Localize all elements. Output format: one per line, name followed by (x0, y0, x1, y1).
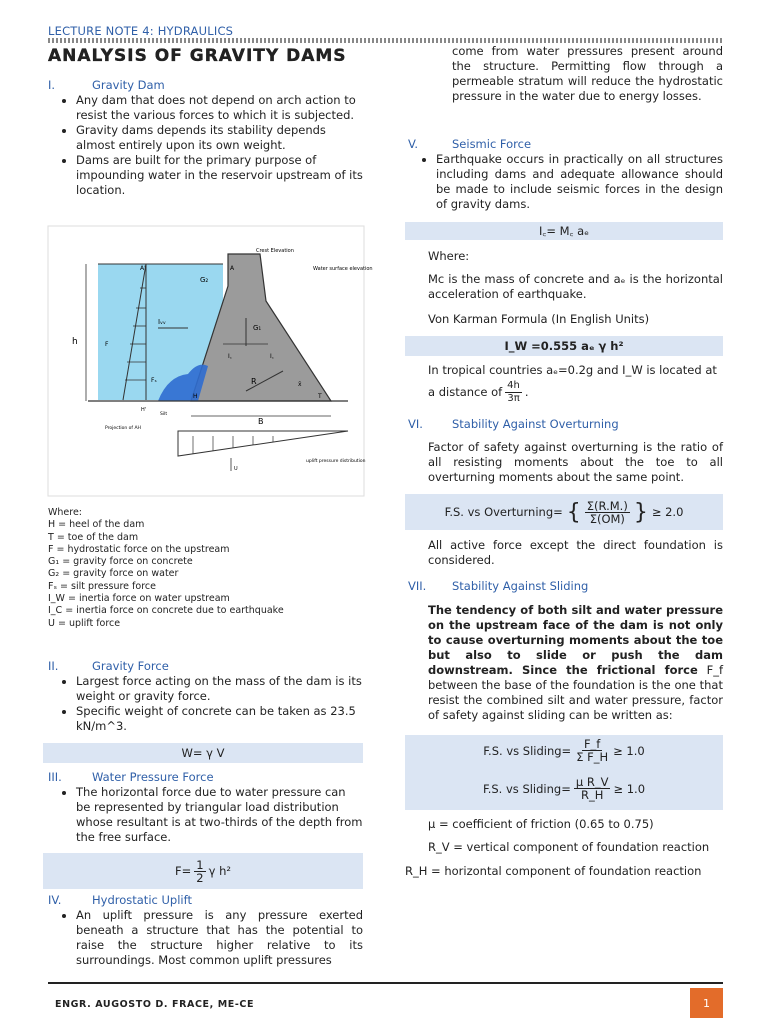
formula-von-karman: I_W =0.555 aₑ γ h² (405, 336, 723, 356)
rv-definition: R_V = vertical component of foundation reaction (428, 840, 710, 854)
list-item: • Any dam that does not depend on arch action to resist the various forces to which it is subjected. (76, 93, 363, 123)
page-title: ANALYSIS OF GRAVITY DAMS (48, 46, 347, 66)
svg-text:G₁: G₁ (253, 324, 262, 332)
uplift-diagram (178, 431, 348, 456)
author-name: ENGR. AUGOSTO D. FRACE, ME-CE (55, 999, 255, 1010)
svg-text:H': H' (141, 407, 147, 413)
svg-text:H: H (193, 393, 198, 400)
legend-item: Fₛ = silt pressure force (48, 580, 156, 592)
section-gravity-dam: I. Gravity Dam • Any dam that does not depend on arch action to resist the various forces to which it is subjected. • Gravity dams depends its stability depends almost entirely upon its own weight. • Dams are built for the primary purpose of impounding water in the reservoir upstream of its location. (48, 78, 363, 198)
section-uplift: IV. Hydrostatic Uplift • An uplift pressure is any pressure exerted beneath a structure that has the potential to raise the structure higher relative to its surroundings. Most common uplift pressures (48, 893, 363, 968)
svg-text:uplift pressure distribution: uplift pressure distribution (306, 459, 366, 464)
section-title: Seismic Force (452, 137, 532, 151)
list-item: • Largest force acting on the mass of the dam is its weight or gravity force. (76, 674, 363, 704)
list-item: • Dams are built for the primary purpose of impounding water in the reservoir upstream of its location. (76, 153, 363, 198)
von-karman-label: Von Karman Formula (In English Units) (428, 312, 650, 326)
list-item: • The horizontal force due to water pressure can be represented by triangular load distribution whose resultant is at two-thirds of the depth from the free surface. (76, 785, 363, 845)
section-title: Hydrostatic Uplift (92, 893, 192, 907)
seismic-where: Where: (428, 249, 470, 263)
svg-text:T: T (318, 393, 322, 400)
svg-text:x̄: x̄ (298, 381, 302, 388)
overturning-text: Factor of safety against overturning is the ratio of all resisting moments about the toe to all overturning moments about the same point. (428, 440, 723, 484)
formula-sliding-1: F.S. vs Sliding= $\frac{F\_f}{\text{Σ F\_H}}$ ≥ 1.0 (483, 737, 645, 764)
mass-description: Mc is the mass of concrete and aₑ is the horizontal acceleration of earthquake. (428, 272, 723, 301)
formula-sliding-2: F.S. vs Sliding= $\frac{\text{μ R\_V}}{R\_H}$ ≥ 1.0 (482, 775, 646, 802)
formula-weight: W= γ V (43, 743, 363, 763)
uplift-continued: come from water pressures present around the structure. Permitting flow through a permeable stratum will reduce the hydrostatic pressure in the water due to energy losses. (452, 44, 723, 103)
diagram-legend: Where: H = heel of the dam T = toe of the dam F = hydrostatic force on the upstream G₁ = gravity force on concrete G₂ = gravity force on water Fₛ = silt pressure force I_W = inertia force on water upstream I_C = inertia force on concrete due to earthquake U = uplift force (48, 507, 363, 630)
legend-item: T = toe of the dam (48, 531, 139, 543)
section-water-pressure: III. Water Pressure Force • The horizontal force due to water pressure can be represented by triangular load distribution whose resultant is at two-thirds of the depth from the free surface. (48, 770, 363, 845)
section-title: Gravity Dam (92, 78, 165, 92)
svg-text:G₂: G₂ (200, 276, 209, 284)
formula-inertia-concrete: I꜀= M꜀ aₑ (405, 222, 723, 240)
formula-overturning: F.S. vs Overturning= { $\frac{\Sigma(R.M.)}{\Sigma(OM)}$ } ≥ 2.0 (405, 494, 723, 530)
list-item: • An uplift pressure is any pressure exerted beneath a structure that has the potential to raise the structure higher relative to its surroundings. Most common uplift pressures (76, 908, 363, 968)
legend-item: U = uplift force (48, 617, 121, 629)
bullet-list (48, 93, 363, 198)
overturning-note: All active force except the direct foundation is considered. (428, 538, 723, 567)
formula-water-force: F= $\frac{1}{2}$ γ h² (43, 853, 363, 889)
section-title: Stability Against Sliding (452, 579, 589, 593)
section-gravity-force: II. Gravity Force • Largest force acting on the mass of the dam is its weight or gravity force. • Specific weight of concrete can be taken as 23.5 kN/m^3. (48, 659, 363, 734)
section-title: Gravity Force (92, 659, 169, 673)
lecture-label: LECTURE NOTE 4: HYDRAULICS (48, 24, 234, 38)
page-number: 1 (690, 988, 723, 1018)
svg-text:Projection of AH: Projection of AH (105, 426, 141, 431)
legend-item: G₂ = gravity force on water (48, 568, 179, 580)
section-title: Stability Against Overturning (452, 417, 619, 431)
svg-text:Iᵥᵥ: Iᵥᵥ (158, 318, 166, 326)
distance-note: a distance of $\frac{4h}{3\pi}$ . (428, 380, 529, 404)
svg-text:F: F (105, 341, 109, 348)
svg-text:I꜀: I꜀ (270, 353, 274, 360)
svg-text:I꜀: I꜀ (228, 353, 232, 360)
legend-item: H = heel of the dam (48, 519, 145, 531)
wse-label: Water surface elevation (313, 266, 373, 272)
crest-label: Crest Elevation (256, 248, 294, 254)
svg-text:Fₛ: Fₛ (151, 377, 157, 384)
sliding-text: The tendency of both silt and water pressure on the upstream face of the dam is not only to cause overturning moments about the toe but also to slide or push the dam downstream. Since the frictional force F_f between the base of the foundation is the one that resist the combined silt and water pressure, factor of safety against sliding can be written as: (428, 603, 724, 722)
svg-text:h: h (72, 337, 78, 347)
legend-item: F = hydrostatic force on the upstream (48, 543, 230, 555)
mu-definition: μ = coefficient of friction (0.65 to 0.75) (428, 817, 654, 831)
list-item: • Earthquake occurs in practically on all structures including dams and adequate allowance should be made to include seismic forces in the design of gravity dams. (436, 152, 723, 212)
legend-item: I_W = inertia force on water upstream (48, 593, 230, 605)
list-item: • Gravity dams depends its stability depends almost entirely upon its own weight. (76, 123, 363, 153)
list-item: • Specific weight of concrete can be taken as 23.5 kN/m^3. (76, 704, 363, 734)
section-seismic: V. Seismic Force • Earthquake occurs in practically on all structures including dams and adequate allowance should be made to include seismic forces in the design of gravity dams. (408, 137, 723, 212)
svg-text:Silt: Silt (160, 412, 168, 417)
tropical-note: In tropical countries aₑ=0.2g and I_W is located at (428, 363, 717, 377)
svg-text:U: U (234, 466, 238, 472)
svg-text:A: A (230, 265, 235, 272)
header-divider (48, 38, 723, 43)
svg-text:B: B (258, 417, 264, 426)
section-overturning: VI. Stability Against Overturning (408, 417, 619, 431)
section-title: Water Pressure Force (92, 770, 214, 784)
rh-definition: R_H = horizontal component of foundation reaction (405, 864, 702, 878)
section-sliding: VII. Stability Against Sliding (408, 579, 589, 593)
gravity-dam-diagram (48, 226, 373, 496)
legend-item: G₁ = gravity force on concrete (48, 556, 193, 568)
legend-item: I_C = inertia force on concrete due to earthquake (48, 605, 284, 617)
svg-text:A': A' (140, 265, 146, 272)
footer-divider (48, 982, 723, 984)
svg-text:R: R (251, 377, 257, 386)
